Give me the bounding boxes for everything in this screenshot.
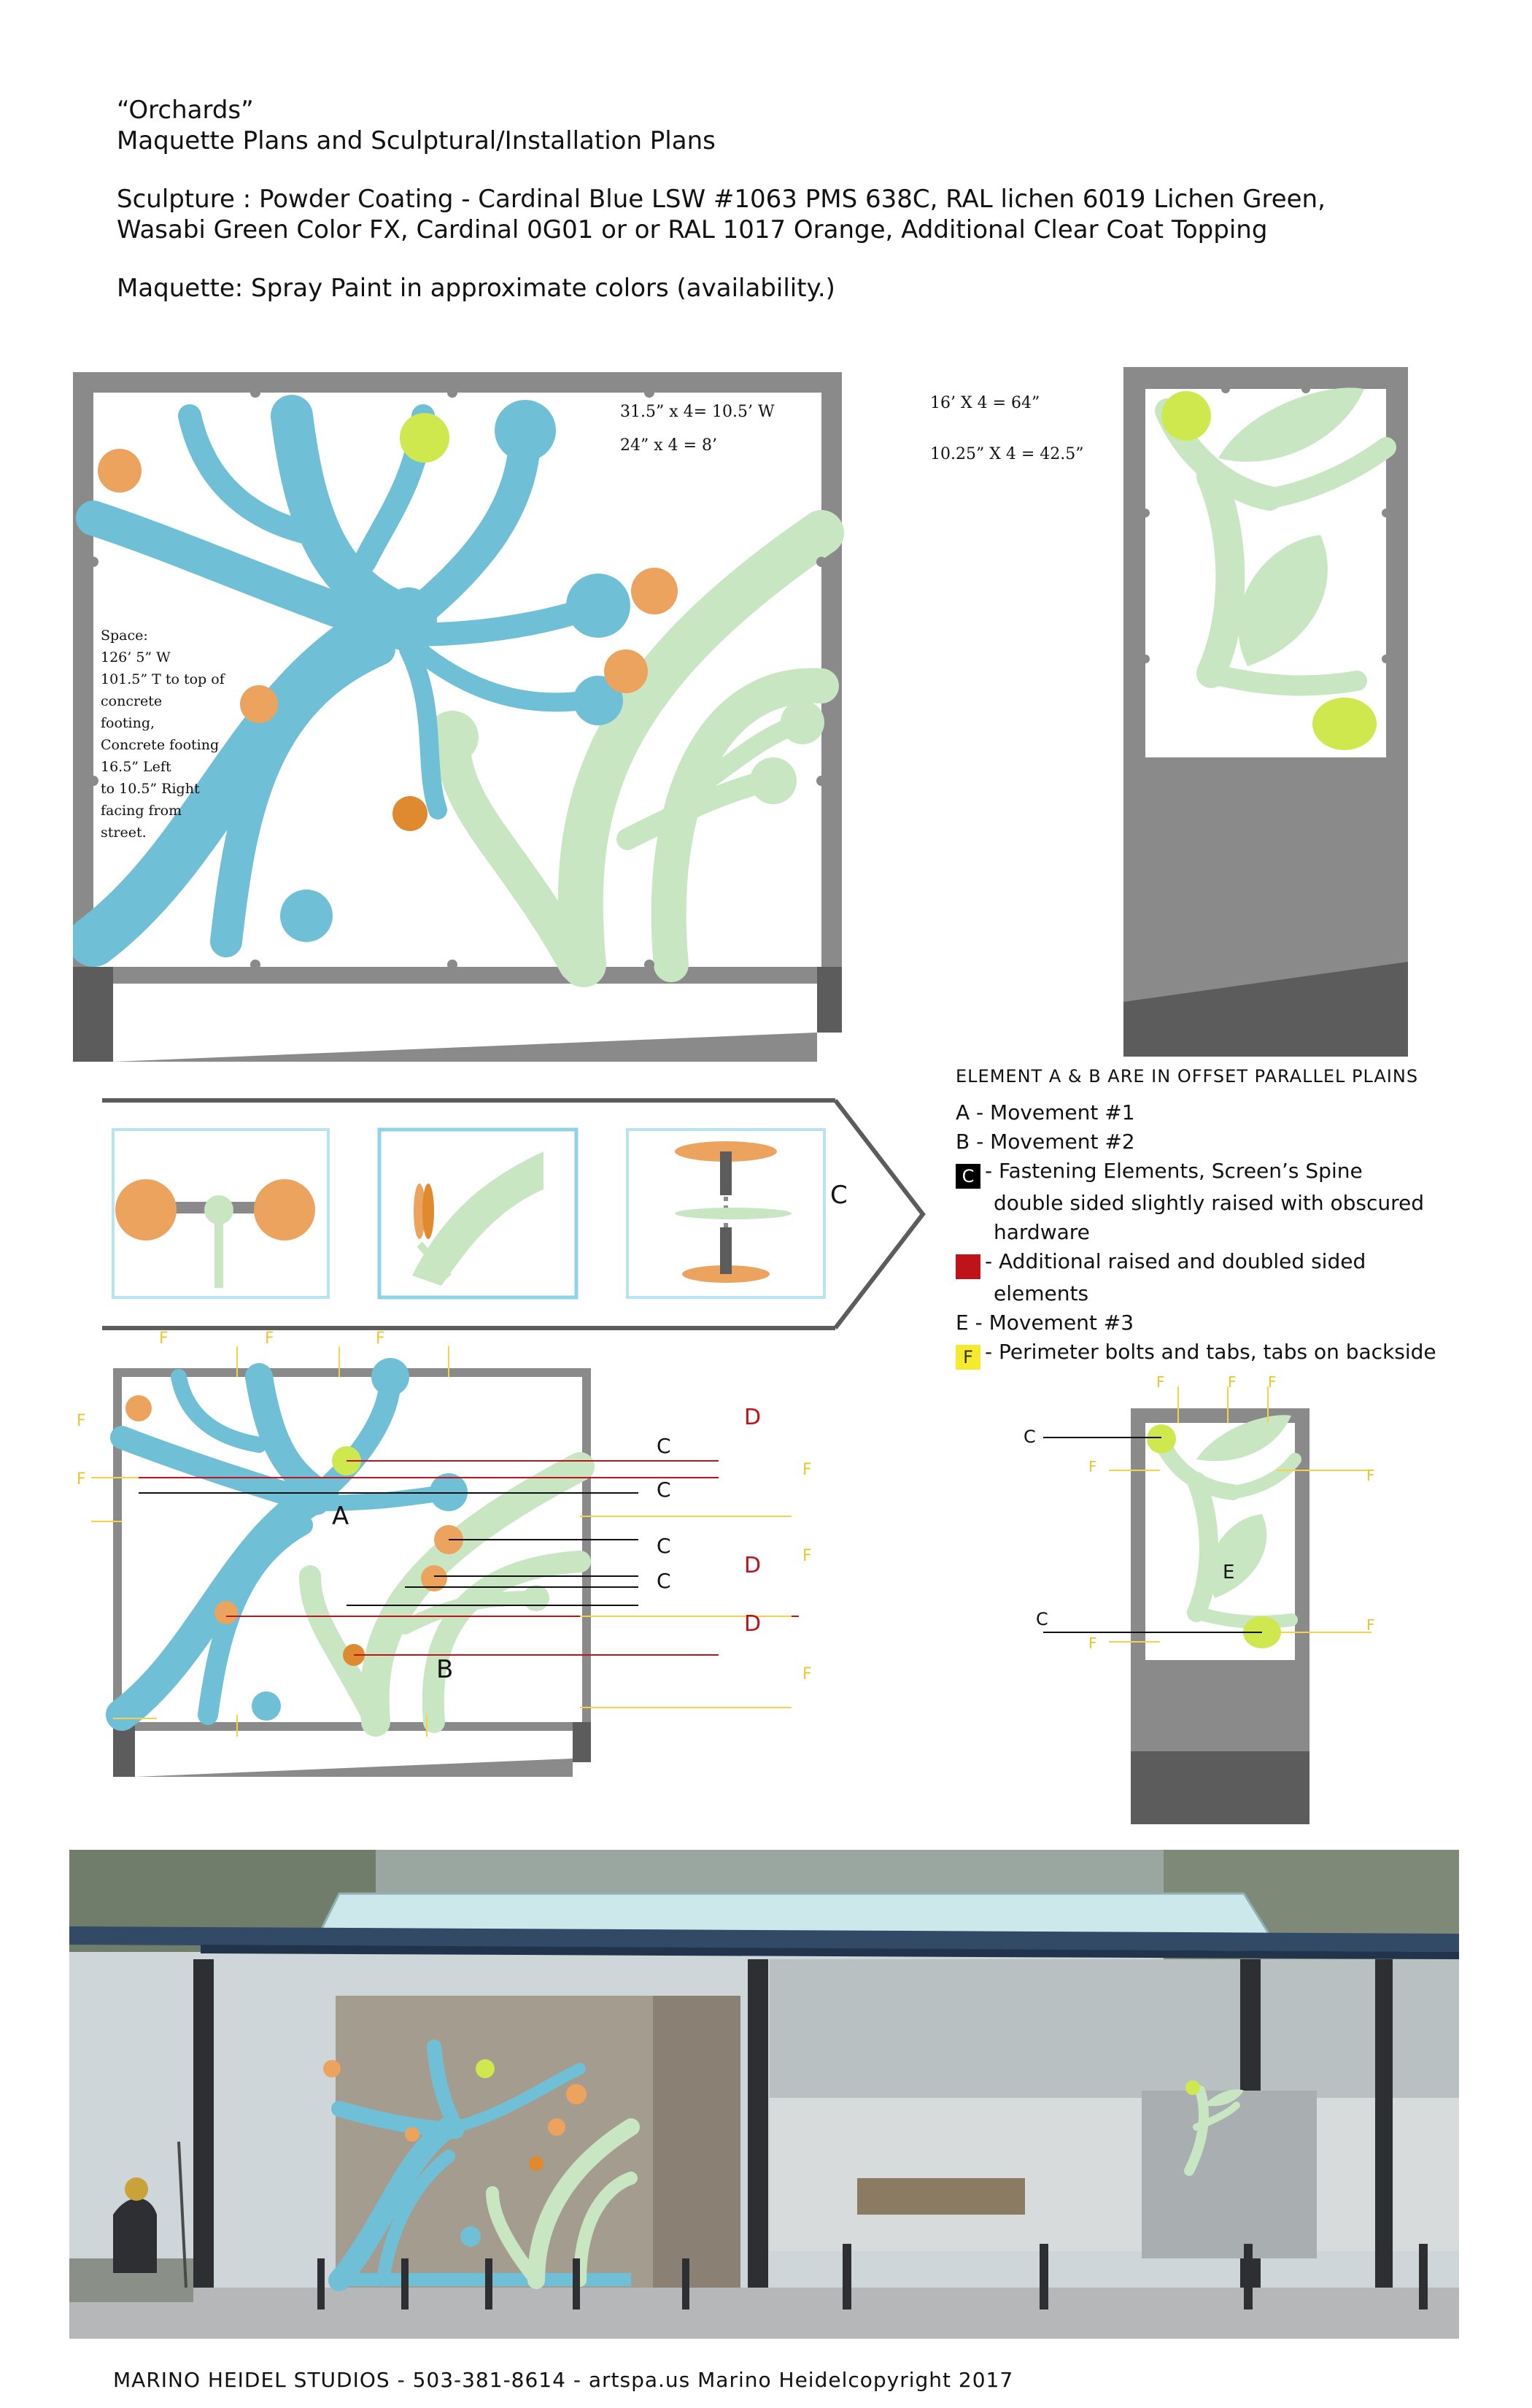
side-label-f-7: F bbox=[1366, 1616, 1375, 1634]
label-f-4: F bbox=[77, 1412, 86, 1430]
label-f-2: F bbox=[265, 1330, 274, 1348]
legend-e: E - Movement #3 bbox=[956, 1311, 1134, 1335]
label-f-1: F bbox=[159, 1330, 169, 1348]
panel-width-dimension: 31.5” x 4= 10.5’ W bbox=[620, 403, 775, 421]
side-label-f-4: F bbox=[1088, 1458, 1097, 1475]
label-e: E bbox=[1223, 1562, 1235, 1583]
legend-c: C - Fastening Elements, Screen’s Spine bbox=[956, 1157, 1436, 1189]
label-f-7: F bbox=[802, 1547, 812, 1565]
subtitle: Maquette Plans and Sculptural/Installation Plans bbox=[117, 126, 716, 155]
label-f-8: F bbox=[802, 1665, 812, 1683]
header bbox=[117, 95, 1326, 304]
legend-b: B - Movement #2 bbox=[956, 1130, 1135, 1154]
side-label-c-1: C bbox=[1024, 1427, 1036, 1447]
label-d-3: D bbox=[744, 1611, 762, 1637]
sculpture-spec-1: Sculpture : Powder Coating - Cardinal Blue LSW #1063 PMS 638C, RAL lichen 6019 Lichen Green, bbox=[117, 185, 1326, 214]
label-b: B bbox=[436, 1655, 454, 1684]
side-height-dimension: 16’ X 4 = 64” bbox=[930, 394, 1040, 412]
annotated-side-panel-drawing bbox=[1021, 1372, 1386, 1824]
maquette-spec: Maquette: Spray Paint in approximate colors (availability.) bbox=[117, 274, 835, 303]
legend-title: ELEMENT A & B ARE IN OFFSET PARALLEL PLAINS bbox=[956, 1066, 1419, 1087]
side-label-f-5: F bbox=[1088, 1635, 1097, 1652]
detail-strip-drawing bbox=[98, 1095, 930, 1335]
detail-label-c: C bbox=[830, 1181, 848, 1210]
side-label-f-1: F bbox=[1156, 1373, 1165, 1391]
legend-d: D - Additional raised and doubled sided bbox=[956, 1247, 1436, 1279]
side-label-f-6: F bbox=[1366, 1467, 1375, 1484]
side-width-dimension: 10.25” X 4 = 42.5” bbox=[930, 445, 1084, 463]
legend-a: A - Movement #1 bbox=[956, 1100, 1135, 1124]
title: “Orchards” bbox=[117, 96, 254, 125]
side-label-f-2: F bbox=[1228, 1373, 1237, 1391]
label-c-4: C bbox=[657, 1569, 671, 1593]
legend: ELEMENT A & B ARE IN OFFSET PARALLEL PLAINS A - Movement #1 B - Movement #2 C - Fastening Elements, Screen’s Spine double sided slightly raised with obscured hardware D - Additional raised and doubled sided elements E - Movement #3 F - Perimeter bolts and tabs, tabs on backside bbox=[956, 1062, 1436, 1370]
side-label-c-2: C bbox=[1036, 1609, 1048, 1629]
legend-c-swatch: C bbox=[956, 1164, 980, 1189]
label-c-2: C bbox=[657, 1478, 671, 1502]
label-c-3: C bbox=[657, 1534, 671, 1558]
label-d-1: D bbox=[744, 1405, 762, 1430]
legend-f-swatch: F bbox=[956, 1345, 980, 1370]
side-label-f-3: F bbox=[1268, 1373, 1277, 1391]
label-a: A bbox=[332, 1502, 349, 1531]
annotated-panel-drawing bbox=[69, 1328, 835, 1795]
side-panel-drawing bbox=[1123, 367, 1408, 1057]
label-c-1: C bbox=[657, 1434, 671, 1458]
legend-d-swatch: D bbox=[956, 1254, 980, 1279]
space-notes: Space: 126’ 5” W 101.5” T to top of concrete footing, Concrete footing 16.5” Left to 10.5” Right facing from street. bbox=[101, 628, 225, 841]
footer: MARINO HEIDEL STUDIOS - 503-381-8614 - artspa.us Marino Heidelcopyright 2017 bbox=[113, 2368, 1014, 2392]
shelter-photo-mockup bbox=[69, 1850, 1459, 2339]
label-f-5: F bbox=[77, 1470, 86, 1489]
panel-height-dimension: 24” x 4 = 8’ bbox=[620, 436, 718, 455]
legend-f: F - Perimeter bolts and tabs, tabs on backside bbox=[956, 1338, 1436, 1370]
label-d-2: D bbox=[744, 1553, 762, 1578]
label-f-6: F bbox=[802, 1461, 812, 1479]
label-f-3: F bbox=[376, 1330, 385, 1348]
sculpture-spec-2: Wasabi Green Color FX, Cardinal 0G01 or or RAL 1017 Orange, Additional Clear Coat Topping bbox=[117, 215, 1268, 244]
